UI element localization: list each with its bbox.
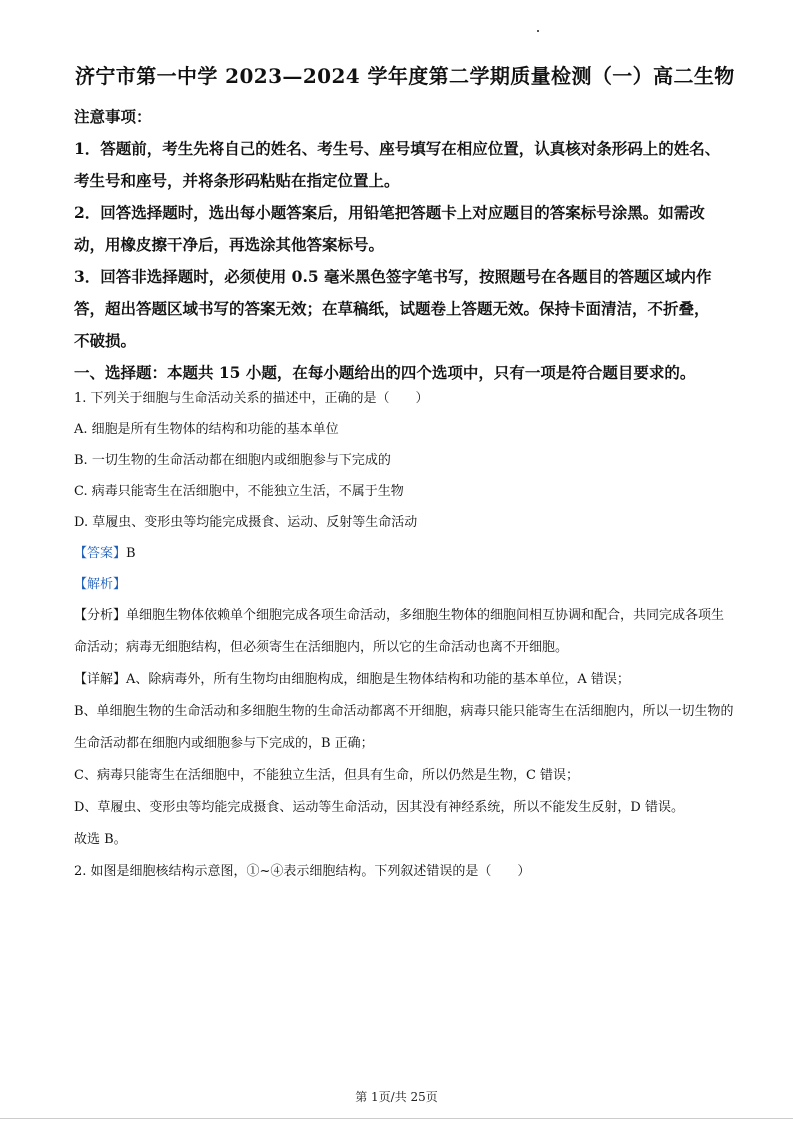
analysis-line xyxy=(74,569,734,600)
page-number: 第 1页/共 25页 xyxy=(355,1090,438,1104)
question-stem: 1. 下列关于细胞与生命活动关系的描述中，正确的是（ ） xyxy=(74,391,429,406)
option-d: D. 草履虫、变形虫等均能完成摄食、运动、反射等生命活动 xyxy=(74,515,418,530)
xiangjie-a xyxy=(74,664,734,696)
xiangjie-tag: 【详解】 xyxy=(74,672,127,687)
xiangjie-c: C、病毒只能寄生在活细胞中，不能独立生活，但具有生命，所以仍然是生物，C 错误； xyxy=(74,768,580,783)
conclusion: 故选 B。 xyxy=(74,832,127,847)
notice-heading: 注意事项： xyxy=(74,107,152,126)
fenxi-paragraph xyxy=(74,600,734,664)
fenxi-text: 单细胞生物体依赖单个细胞完成各项生命活动，多细胞生物体的细胞间相互协调和配合，共同完成各项生命活动；病毒无细胞结构，但必须寄生在活细胞内，所以它的生命活动也离不开细胞。 xyxy=(74,608,725,655)
exam-title: 济宁市第一中学 2023—2024 学年度第二学期质量检测（一）高二生物 xyxy=(75,64,735,88)
analysis-tag: 【解析】 xyxy=(74,577,127,592)
analysis-block xyxy=(74,600,734,888)
question-2-stem: 2. 如图是细胞核结构示意图，①~④表示细胞结构。下列叙述错误的是（ ） xyxy=(74,864,531,879)
notice-item-1: 1．答题前，考生先将自己的姓名、考生号、座号填写在相应位置，认真核对条形码上的姓名、考生号和座号，并将条形码粘贴在指定位置上。 xyxy=(74,139,721,190)
notice-item-3: 3．回答非选择题时，必须使用 0.5 毫米黑色签字笔书写，按照题号在各题目的答题区域内作答，超出答题区域书写的答案无效；在草稿纸，试题卷上答题无效。保持卡面清洁，不折叠，不破损。 xyxy=(74,267,712,350)
question-1 xyxy=(74,383,734,600)
answer-tag: 【答案】 xyxy=(74,546,127,561)
xiangjie-a-text: A、除病毒外，所有生物均由细胞构成，细胞是生物体结构和功能的基本单位，A 错误； xyxy=(126,672,630,687)
option-b: B. 一切生物的生命活动都在细胞内或细胞参与下完成的 xyxy=(74,453,391,468)
answer-value: B xyxy=(126,546,136,561)
xiangjie-b: B、单细胞生物的生命活动和多细胞生物的生命活动都离不开细胞，病毒只能只能寄生在活细胞内，所以一切生物的生命活动都在细胞内或细胞参与下完成的，B 正确； xyxy=(74,704,734,751)
page-speck xyxy=(537,30,539,32)
xiangjie-d: D、草履虫、变形虫等均能完成摄食、运动等生命活动，因其没有神经系统，所以不能发生反射，D 错误。 xyxy=(74,800,684,815)
notice-section xyxy=(74,101,724,389)
fenxi-tag: 【分析】 xyxy=(74,608,127,623)
section-heading: 一、选择题：本题共 15 小题，在每小题给出的四个选项中，只有一项是符合题目要求的。 xyxy=(74,363,696,382)
footer-rule xyxy=(0,1118,793,1119)
answer-line xyxy=(74,538,734,569)
option-a: A. 细胞是所有生物体的结构和功能的基本单位 xyxy=(74,422,339,437)
notice-item-2: 2．回答选择题时，选出每小题答案后，用铅笔把答题卡上对应题目的答案标号涂黑。如需改动，用橡皮擦干净后，再选涂其他答案标号。 xyxy=(74,203,705,254)
option-c: C. 病毒只能寄生在活细胞中，不能独立生活，不属于生物 xyxy=(74,484,404,499)
